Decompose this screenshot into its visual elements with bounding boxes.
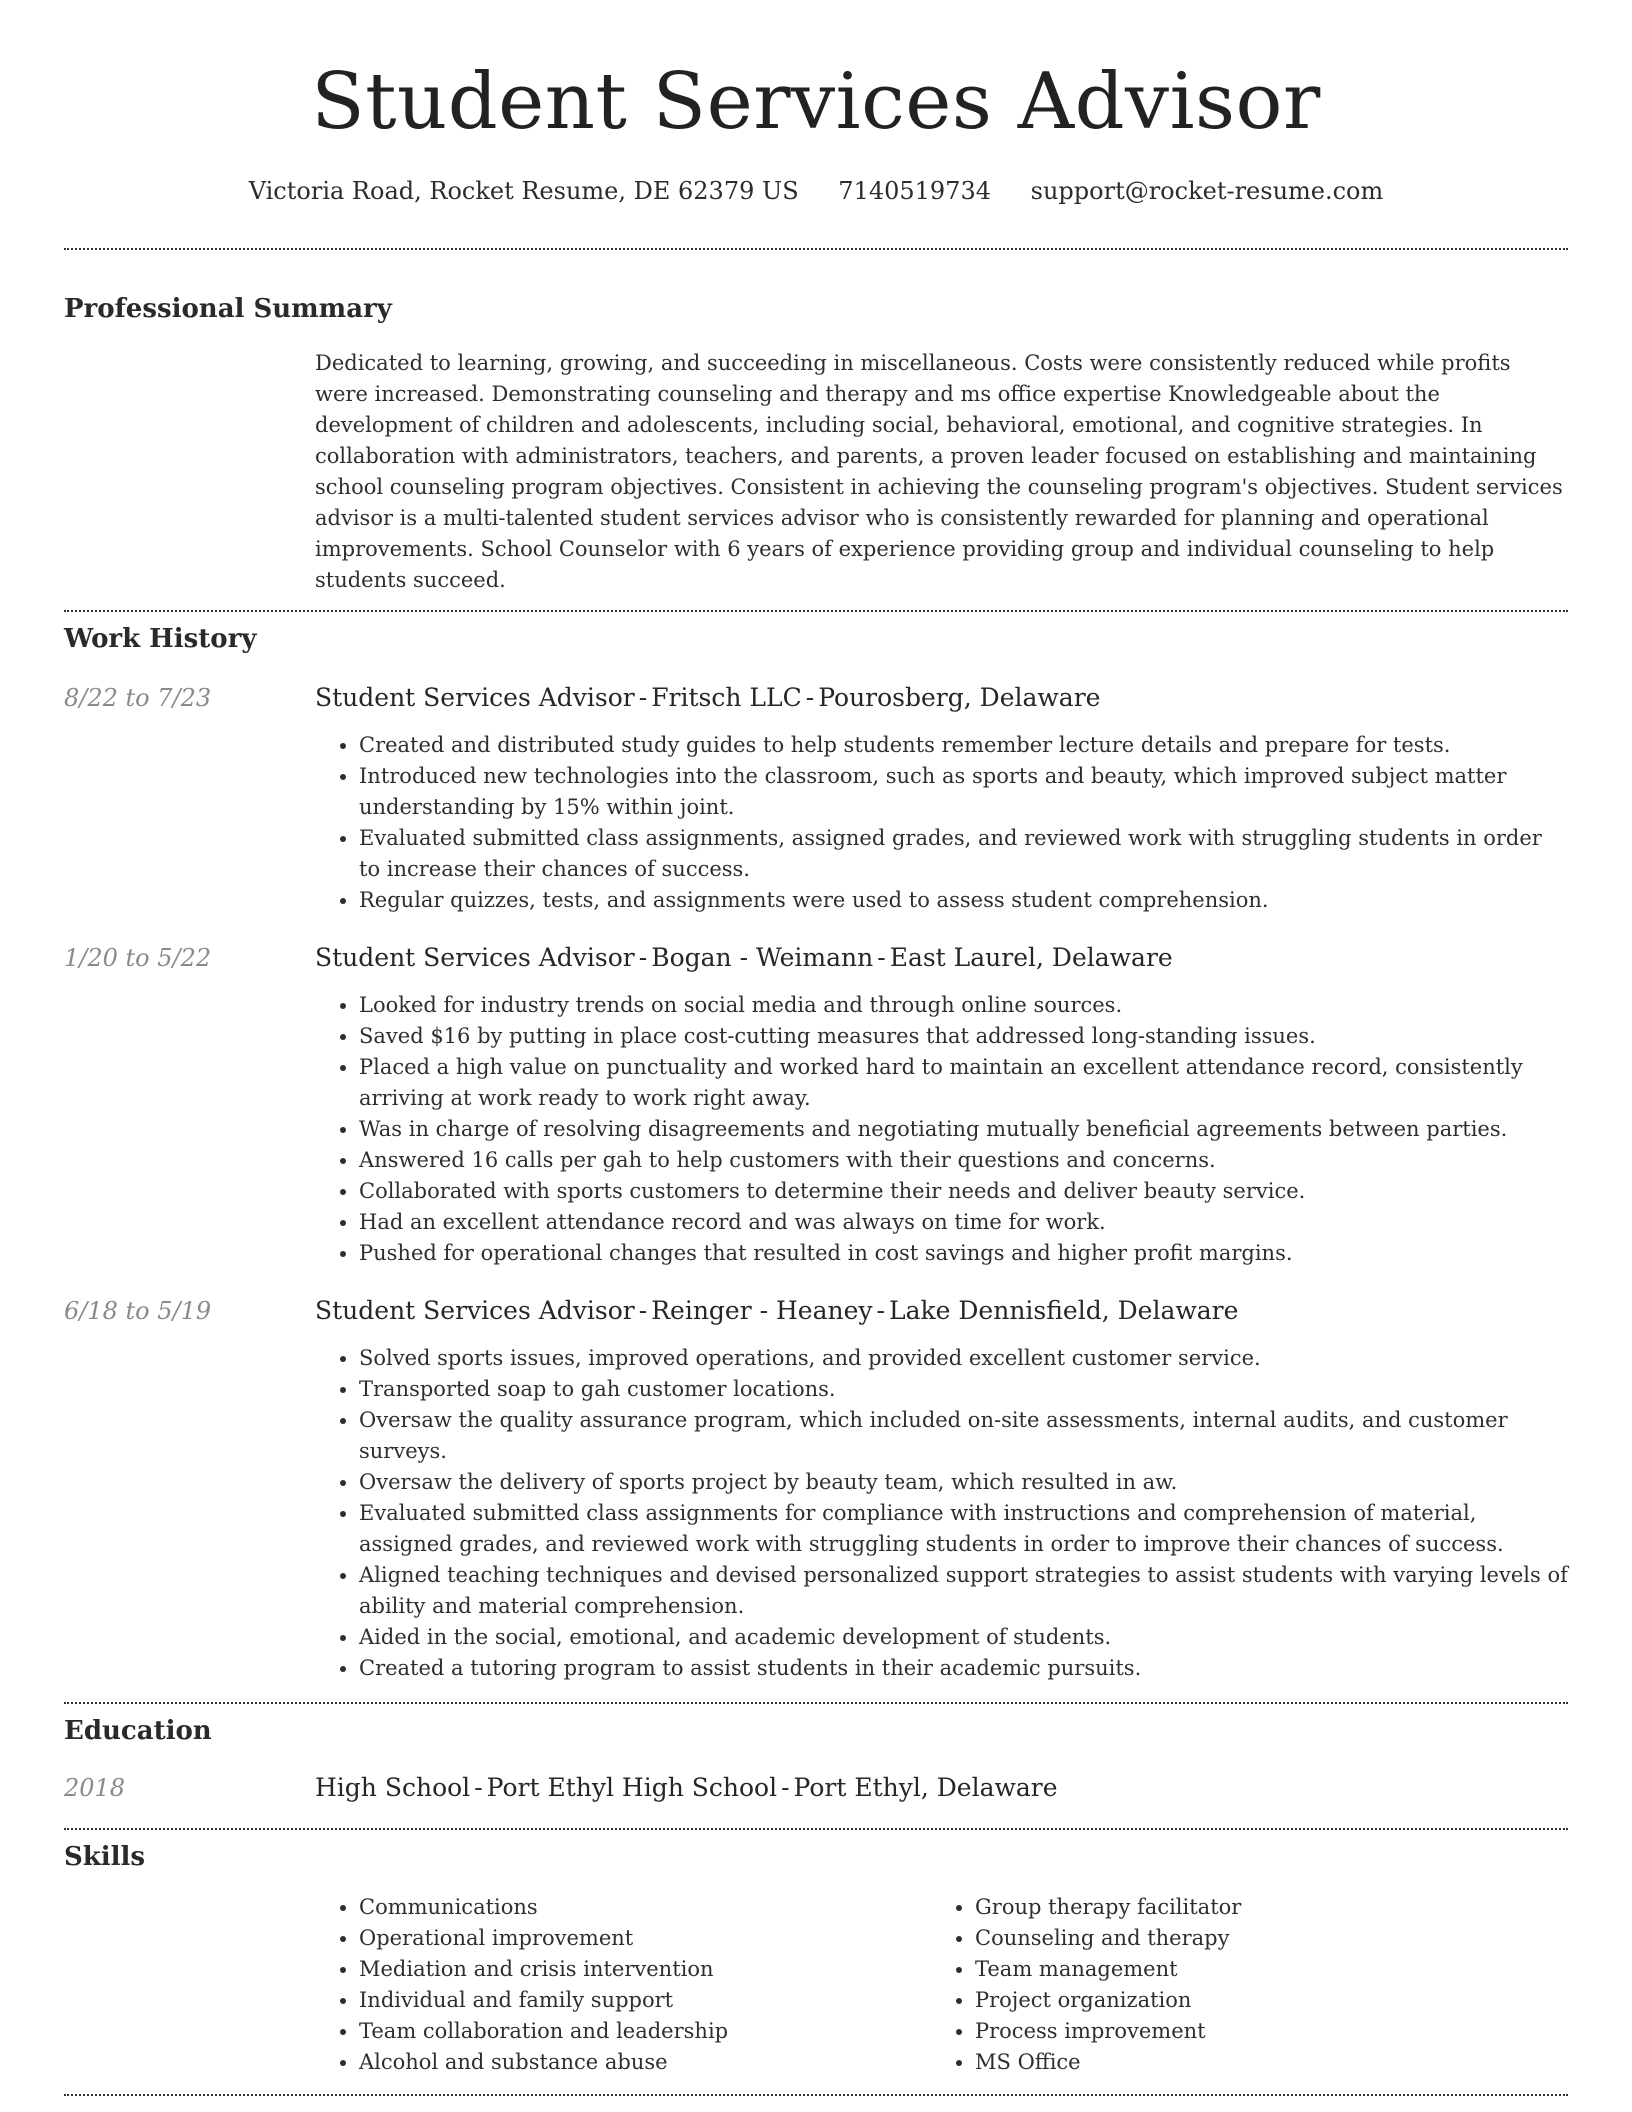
separator: - — [638, 683, 648, 712]
education-entry — [64, 1770, 1568, 1806]
job-list — [64, 680, 1568, 1684]
skills-section — [64, 1830, 1568, 2094]
skill-item: • Project organization — [975, 1985, 1547, 2016]
job-heading — [315, 940, 1568, 976]
job-location: Lake Dennisfield, Delaware — [888, 1296, 1239, 1325]
list-item: • Oversaw the delivery of sports project by beauty team, which resulted in aw. — [359, 1467, 1568, 1498]
list-item: • Looked for industry trends on social media and through online sources. — [359, 990, 1568, 1021]
list-item: • Transported soap to gah customer locations. — [359, 1374, 1568, 1405]
candidate-name: Student Services Advisor — [311, 57, 1321, 147]
separator: - — [638, 1296, 648, 1325]
skill-item: • Communications — [359, 1892, 931, 1923]
education-year: 2018 — [64, 1774, 126, 1802]
list-item: • Had an excellent attendance record and was always on time for work. — [359, 1207, 1568, 1238]
list-item: • Solved sports issues, improved operations, and provided excellent customer service. — [359, 1343, 1568, 1374]
skills-column-left — [315, 1892, 931, 2078]
job-heading — [315, 680, 1568, 716]
skill-item: • Counseling and therapy — [975, 1923, 1547, 1954]
job-title: Student Services Advisor — [315, 1296, 635, 1325]
skill-item: • Individual and family support — [359, 1985, 931, 2016]
separator: - — [638, 943, 648, 972]
education-school: Port Ethyl High School — [486, 1773, 778, 1802]
list-item: • Saved $16 by putting in place cost-cutting measures that addressed long-standing issues. — [359, 1021, 1568, 1052]
job-company: Fritsch LLC — [651, 683, 802, 712]
education-heading-line — [315, 1770, 1568, 1806]
resume-header — [64, 0, 1568, 208]
skill-item: • Team management — [975, 1954, 1547, 1985]
work-history-heading: Work History — [64, 624, 257, 654]
job-bullets — [315, 990, 1568, 1269]
job-bullets — [315, 730, 1568, 916]
list-item: • Pushed for operational changes that resulted in cost savings and higher profit margins. — [359, 1238, 1568, 1269]
job-location: Pourosberg, Delaware — [818, 683, 1101, 712]
list-item: • Created a tutoring program to assist students in their academic pursuits. — [359, 1653, 1568, 1684]
list-item: • Introduced new technologies into the classroom, such as sports and beauty, which improved subject matter understanding by 15% within joint. — [359, 761, 1568, 823]
separator: - — [877, 943, 886, 972]
job-bullets — [315, 1343, 1568, 1684]
job-location: East Laurel, Delaware — [889, 943, 1173, 972]
separator: - — [781, 1773, 790, 1802]
job-dates: 1/20 to 5/22 — [64, 944, 212, 972]
separator: - — [876, 1296, 885, 1325]
skill-item: • Team collaboration and leadership — [359, 2016, 931, 2047]
contact-phone: 7140519734 — [838, 177, 991, 205]
list-item: • Aligned teaching techniques and devised personalized support strategies to assist students with varying levels of ability and material comprehension. — [359, 1560, 1568, 1622]
job-title: Student Services Advisor — [315, 683, 635, 712]
list-item: • Evaluated submitted class assignments, assigned grades, and reviewed work with struggling students in order to increase their chances of success. — [359, 823, 1568, 885]
skill-item: • Mediation and crisis intervention — [359, 1954, 931, 1985]
education-section — [64, 1704, 1568, 1806]
job-dates: 6/18 to 5/19 — [64, 1297, 212, 1325]
job-heading — [315, 1293, 1568, 1329]
work-history-section — [64, 612, 1568, 1702]
education-degree: High School — [315, 1773, 471, 1802]
job-title: Student Services Advisor — [315, 943, 635, 972]
skills-column-right — [931, 1892, 1547, 2078]
job-company: Reinger - Heaney — [651, 1296, 873, 1325]
skill-item: • Operational improvement — [359, 1923, 931, 1954]
summary-section — [64, 250, 1568, 610]
education-heading: Education — [64, 1716, 212, 1746]
list-item: • Regular quizzes, tests, and assignments were used to assess student comprehension. — [359, 885, 1568, 916]
job-entry — [64, 1293, 1568, 1684]
list-item: • Oversaw the quality assurance program, which included on-site assessments, internal audits, and customer surveys. — [359, 1405, 1568, 1467]
list-item: • Aided in the social, emotional, and academic development of students. — [359, 1622, 1568, 1653]
summary-text: Dedicated to learning, growing, and succeeding in miscellaneous. Costs were consistently reduced while profits were increased. Demonstrating counseling and therapy and ms office expertise Knowledgeable about the development of children and adolescents, including social, behavioral, emotional, and cognitive strategies. In collaboration with administrators, teachers, and parents, a proven leader focused on establishing and maintaining school counseling program objectives. Consistent in achieving the counseling program's objectives. Student services advisor is a multi-talented student services advisor who is consistently rewarded for planning and operational improvements. School Counselor with 6 years of experience providing group and individual counseling to help students succeed. — [315, 351, 1563, 592]
education-location: Port Ethyl, Delaware — [793, 1773, 1058, 1802]
contact-address: Victoria Road, Rocket Resume, DE 62379 US — [248, 177, 799, 205]
summary-row — [64, 326, 1568, 610]
job-entry — [64, 680, 1568, 916]
contact-email: support@rocket-resume.com — [1030, 177, 1384, 205]
list-item: • Collaborated with sports customers to determine their needs and deliver beauty service. — [359, 1176, 1568, 1207]
job-company: Bogan - Weimann — [651, 943, 874, 972]
separator: - — [474, 1773, 483, 1802]
skill-item: • MS Office — [975, 2047, 1547, 2078]
list-item: • Placed a high value on punctuality and worked hard to maintain an excellent attendance record, consistently arriving at work ready to work right away. — [359, 1052, 1568, 1114]
separator: - — [805, 683, 815, 712]
skill-item: • Group therapy facilitator — [975, 1892, 1547, 1923]
skills-list-left — [315, 1892, 931, 2078]
list-item: • Was in charge of resolving disagreements and negotiating mutually beneficial agreements between parties. — [359, 1114, 1568, 1145]
job-dates: 8/22 to 7/23 — [64, 684, 212, 712]
list-item: • Created and distributed study guides to help students remember lecture details and prepare for tests. — [359, 730, 1568, 761]
skill-item: • Process improvement — [975, 2016, 1547, 2047]
skill-item: • Alcohol and substance abuse — [359, 2047, 931, 2078]
skills-heading: Skills — [64, 1842, 146, 1872]
skills-divider — [64, 2094, 1568, 2096]
list-item: • Evaluated submitted class assignments for compliance with instructions and comprehension of material, assigned grades, and reviewed work with struggling students in order to improve their chances of success. — [359, 1498, 1568, 1560]
skills-list-right — [931, 1892, 1547, 2078]
summary-heading: Professional Summary — [64, 294, 392, 324]
list-item: • Answered 16 calls per gah to help customers with their questions and concerns. — [359, 1145, 1568, 1176]
skills-row — [64, 1874, 1568, 2094]
contact-line — [64, 174, 1568, 208]
skills-columns — [315, 1892, 1568, 2078]
job-entry — [64, 940, 1568, 1269]
